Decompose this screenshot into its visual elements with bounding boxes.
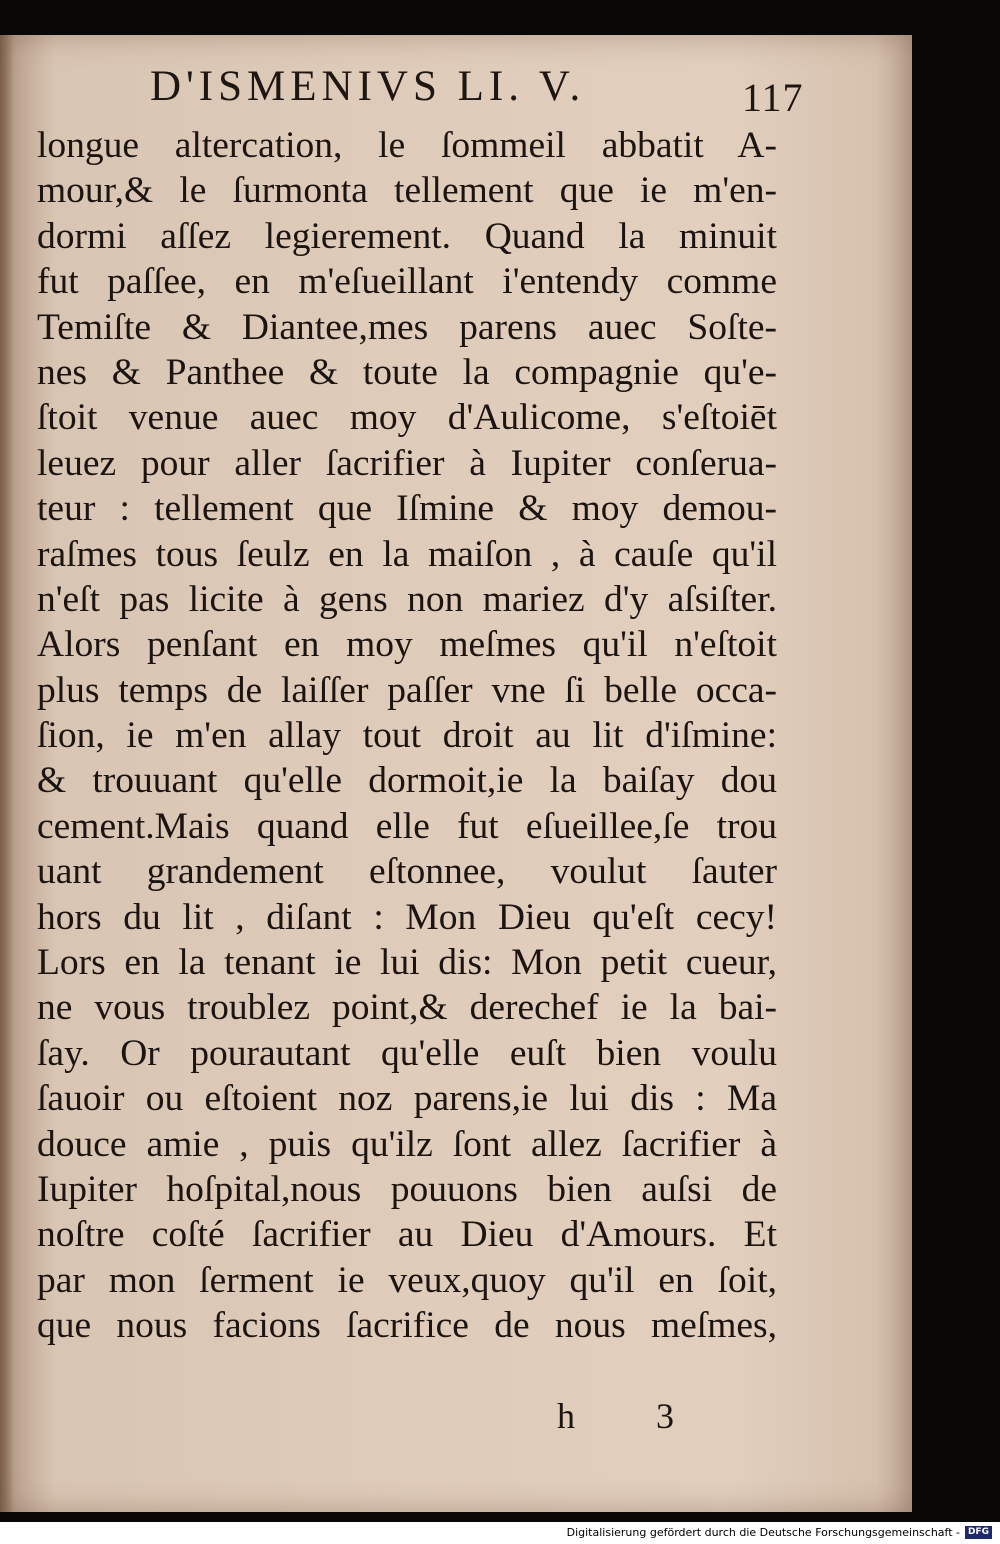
text-line: raſmes tous ſeulz en la maiſon , à cauſe qu'il bbox=[37, 533, 777, 575]
text-line: longue altercation, le ſommeil abbatit A- bbox=[37, 125, 777, 166]
text-line: n'eſt pas licite à gens non mariez d'y aſsiſter. bbox=[37, 578, 777, 620]
text-line: leuez pour aller ſacrifier à Iupiter conſerua- bbox=[37, 442, 777, 484]
text-line: ſay. Or pourautant qu'elle euſt bien voulu bbox=[37, 1032, 777, 1074]
running-head: D'ISMENIVS LI. V. bbox=[150, 63, 586, 110]
text-line: teur : tellement que Iſmine & moy demou- bbox=[37, 488, 777, 530]
text-line: noſtre coſté ſacrifier au Dieu d'Amours. Et bbox=[37, 1214, 777, 1256]
text-line: Iupiter hoſpital,nous pouuons bien auſsi de bbox=[37, 1168, 777, 1210]
text-line: ſauoir ou eſtoient noz parens,ie lui dis : Ma bbox=[37, 1078, 777, 1120]
digitization-footer bbox=[0, 1522, 1000, 1544]
text-line: Temiſte & Diantee,mes parens auec Soſte- bbox=[37, 306, 777, 348]
text-line: nes & Panthee & toute la compagnie qu'e- bbox=[37, 351, 777, 393]
text-line: mour,& le ſurmonta tellement que ie m'en- bbox=[37, 170, 777, 212]
dfg-logo: DFG bbox=[965, 1526, 992, 1539]
text-line: douce amie , puis qu'ilz ſont allez ſacrifier à bbox=[37, 1123, 777, 1165]
text-line: plus temps de laiſſer paſſer vne ſi belle occa- bbox=[37, 669, 777, 711]
funding-credit: Digitalisierung gefördert durch die Deutsche Forschungsgemeinschaft - bbox=[566, 1526, 960, 1539]
page-gutter-shadow bbox=[0, 35, 14, 1512]
text-line: Lors en la tenant ie lui dis: Mon petit cueur, bbox=[37, 942, 777, 984]
text-line: cement.Mais quand elle fut eſueillee,ſe trou bbox=[37, 805, 777, 847]
body-text bbox=[37, 123, 777, 1349]
text-line: ne vous troublez point,& derechef ie la bai- bbox=[37, 987, 777, 1029]
text-line: ſion, ie m'en allay tout droit au lit d'iſmine: bbox=[37, 715, 777, 757]
page-header bbox=[0, 62, 912, 122]
page-number: 117 bbox=[742, 75, 804, 120]
text-line: dormi aſſez legierement. Quand la minuit bbox=[37, 215, 777, 257]
text-line: uant grandement eſtonnee, voulut ſauter bbox=[37, 851, 777, 893]
text-line: que nous facions ſacrifice de nous meſmes, bbox=[37, 1305, 777, 1347]
signature-mark: h 3 bbox=[557, 1396, 710, 1436]
text-line: & trouuant qu'elle dormoit,ie la baiſay dou bbox=[37, 760, 777, 802]
text-line: par mon ſerment ie veux,quoy qu'il en ſoit, bbox=[37, 1259, 777, 1301]
text-line: hors du lit , diſant : Mon Dieu qu'eſt cecy! bbox=[37, 896, 777, 938]
text-line: Alors penſant en moy meſmes qu'il n'eſtoit bbox=[37, 624, 777, 666]
text-line: fut paſſee, en m'eſueillant i'entendy comme bbox=[37, 261, 777, 303]
text-line: ſtoit venue auec moy d'Aulicome, s'eſtoiēt bbox=[37, 397, 777, 439]
